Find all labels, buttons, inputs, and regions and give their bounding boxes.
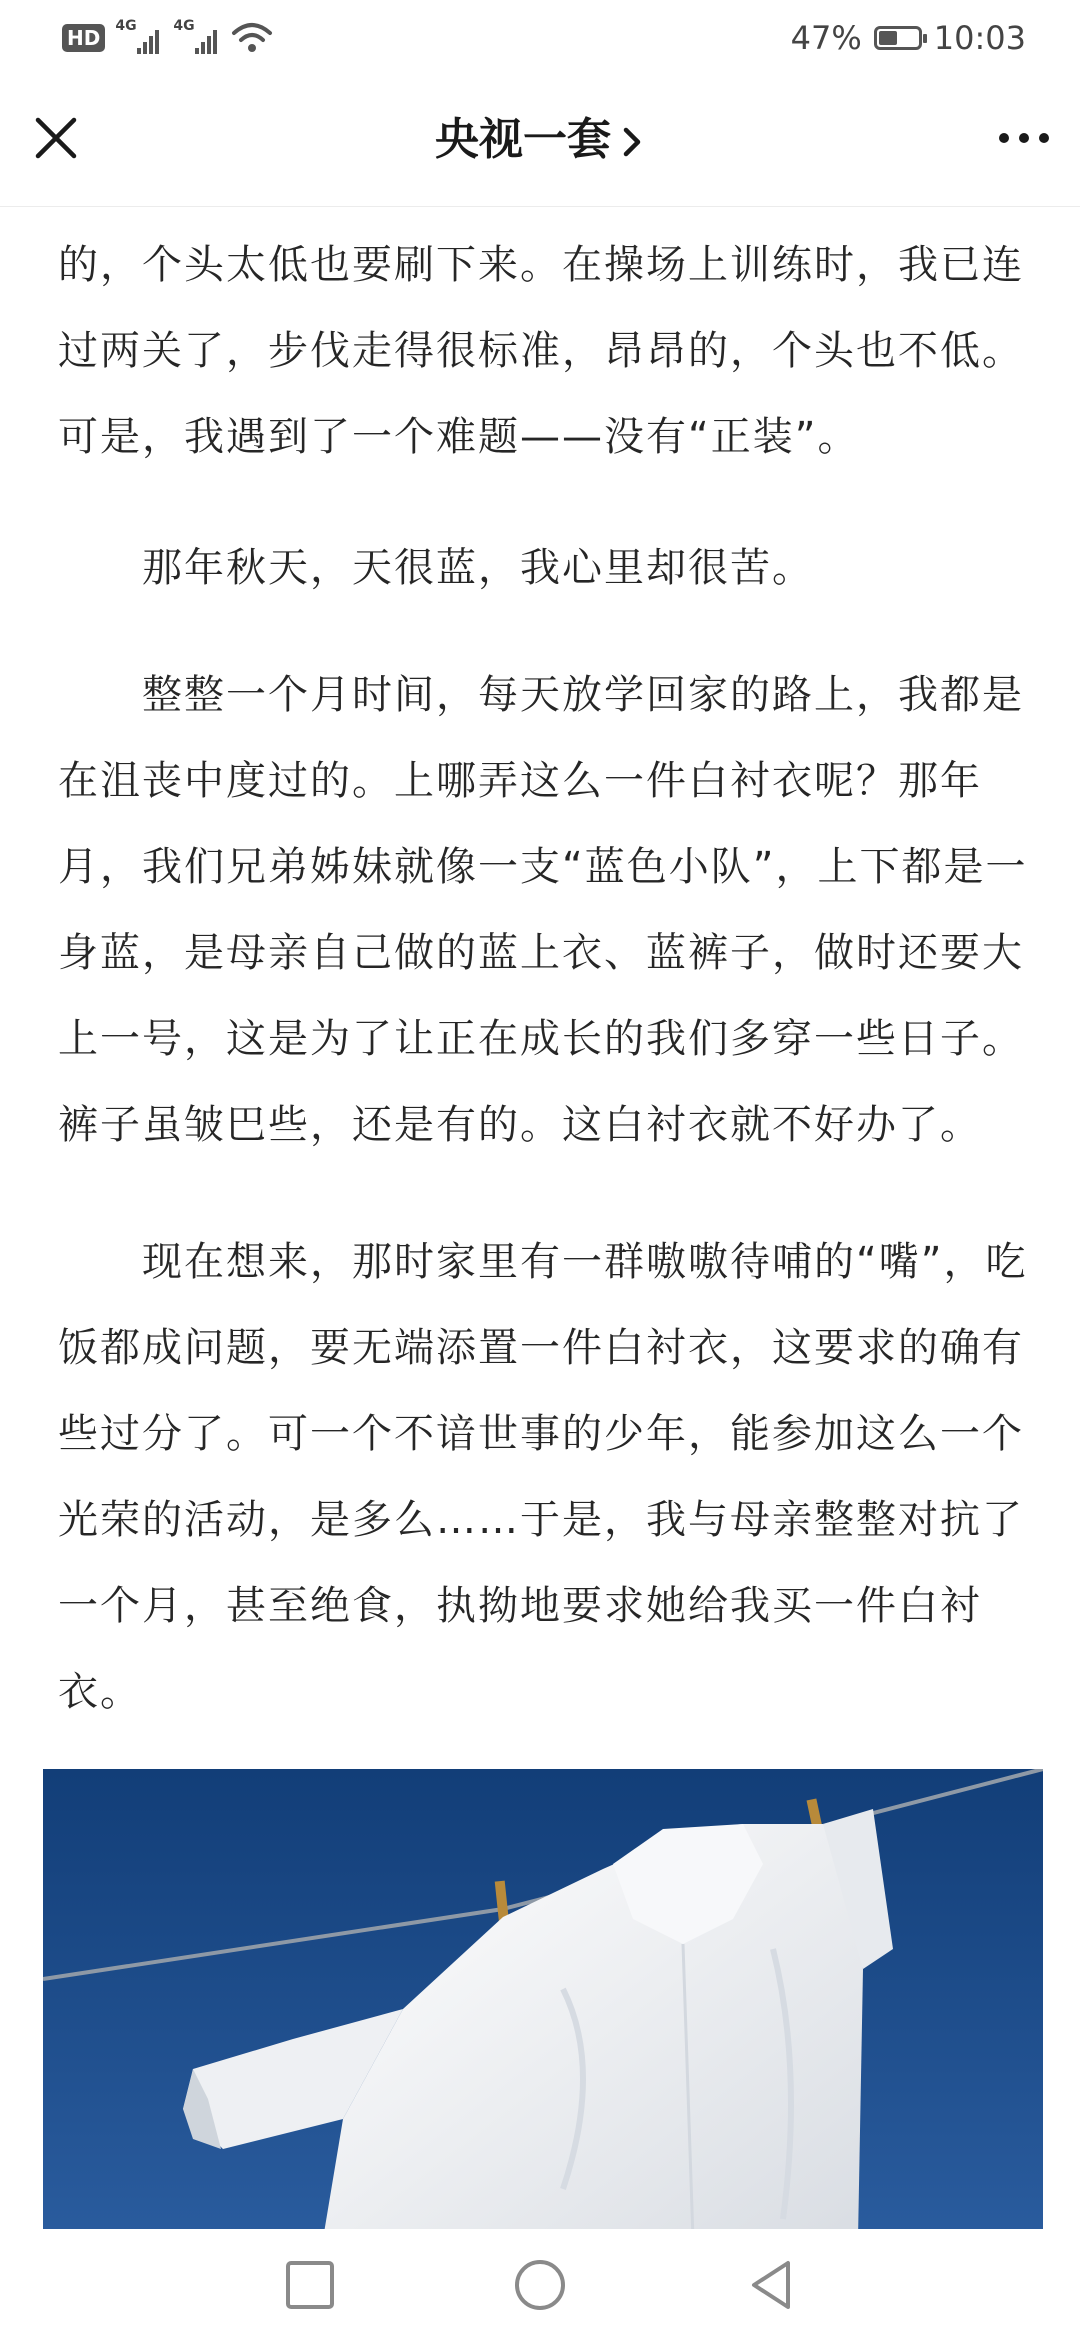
more-button[interactable] bbox=[990, 104, 1058, 172]
top-nav bbox=[0, 76, 1080, 207]
signal-icon bbox=[173, 18, 221, 58]
status-left bbox=[62, 18, 273, 58]
article-content[interactable] bbox=[0, 207, 1080, 2229]
back-triangle-icon bbox=[738, 2251, 806, 2319]
battery-fill bbox=[879, 31, 897, 45]
article-paragraph: 的，个头太低也要刷下来。在操场上训练时，我已连过两关了，步伐走得很标准，昂昂的，个头也不低。可是，我遇到了一个难题——没有“正装”。 bbox=[58, 242, 1024, 460]
article-image[interactable] bbox=[43, 1769, 1043, 2229]
back-button[interactable] bbox=[738, 2251, 806, 2319]
account-title-button[interactable] bbox=[0, 112, 1080, 168]
more-icon bbox=[990, 104, 1058, 172]
home-circle-icon bbox=[506, 2251, 574, 2319]
page-title: 央视一套 bbox=[435, 114, 611, 165]
signal-icon bbox=[115, 18, 163, 58]
status-bar bbox=[0, 0, 1080, 76]
home-button[interactable] bbox=[506, 2251, 574, 2319]
system-nav-bar bbox=[0, 2229, 1080, 2340]
article-paragraph: 那年秋天，天很蓝，我心里却很苦。 bbox=[142, 545, 814, 591]
network-type-1: 4G bbox=[115, 18, 137, 34]
hd-icon: HD bbox=[62, 24, 105, 52]
recents-square-icon bbox=[276, 2251, 344, 2319]
chevron-right-icon bbox=[619, 122, 645, 162]
battery-percent: 47% bbox=[790, 19, 862, 57]
white-shirt-photo bbox=[43, 1769, 1043, 2229]
network-type-2: 4G bbox=[173, 18, 195, 34]
wifi-icon bbox=[231, 21, 273, 55]
status-right bbox=[791, 16, 1026, 60]
recents-button[interactable] bbox=[276, 2251, 344, 2319]
battery-icon bbox=[874, 26, 922, 50]
clock: 10:03 bbox=[933, 19, 1026, 57]
article-paragraph: 现在想来，那时家里有一群嗷嗷待哺的“嘴”，吃饭都成问题，要无端添置一件白衬衣，这要求的确有些过分了。可一个不谙世事的少年，能参加这么一个光荣的活动，是多么……于是，我与母亲整整对抗了一个月，甚至绝食，执拗地要求她给我买一件白衬衣。 bbox=[58, 1239, 1028, 1715]
article-paragraph: 整整一个月时间，每天放学回家的路上，我都是在沮丧中度过的。上哪弄这么一件白衬衣呢？那年月，我们兄弟姊妹就像一支“蓝色小队”，上下都是一身蓝，是母亲自己做的蓝上衣、蓝裤子，做时还要大上一号，这是为了让正在成长的我们多穿一些日子。裤子虽皱巴些，还是有的。这白衬衣就不好办了。 bbox=[58, 672, 1028, 1148]
